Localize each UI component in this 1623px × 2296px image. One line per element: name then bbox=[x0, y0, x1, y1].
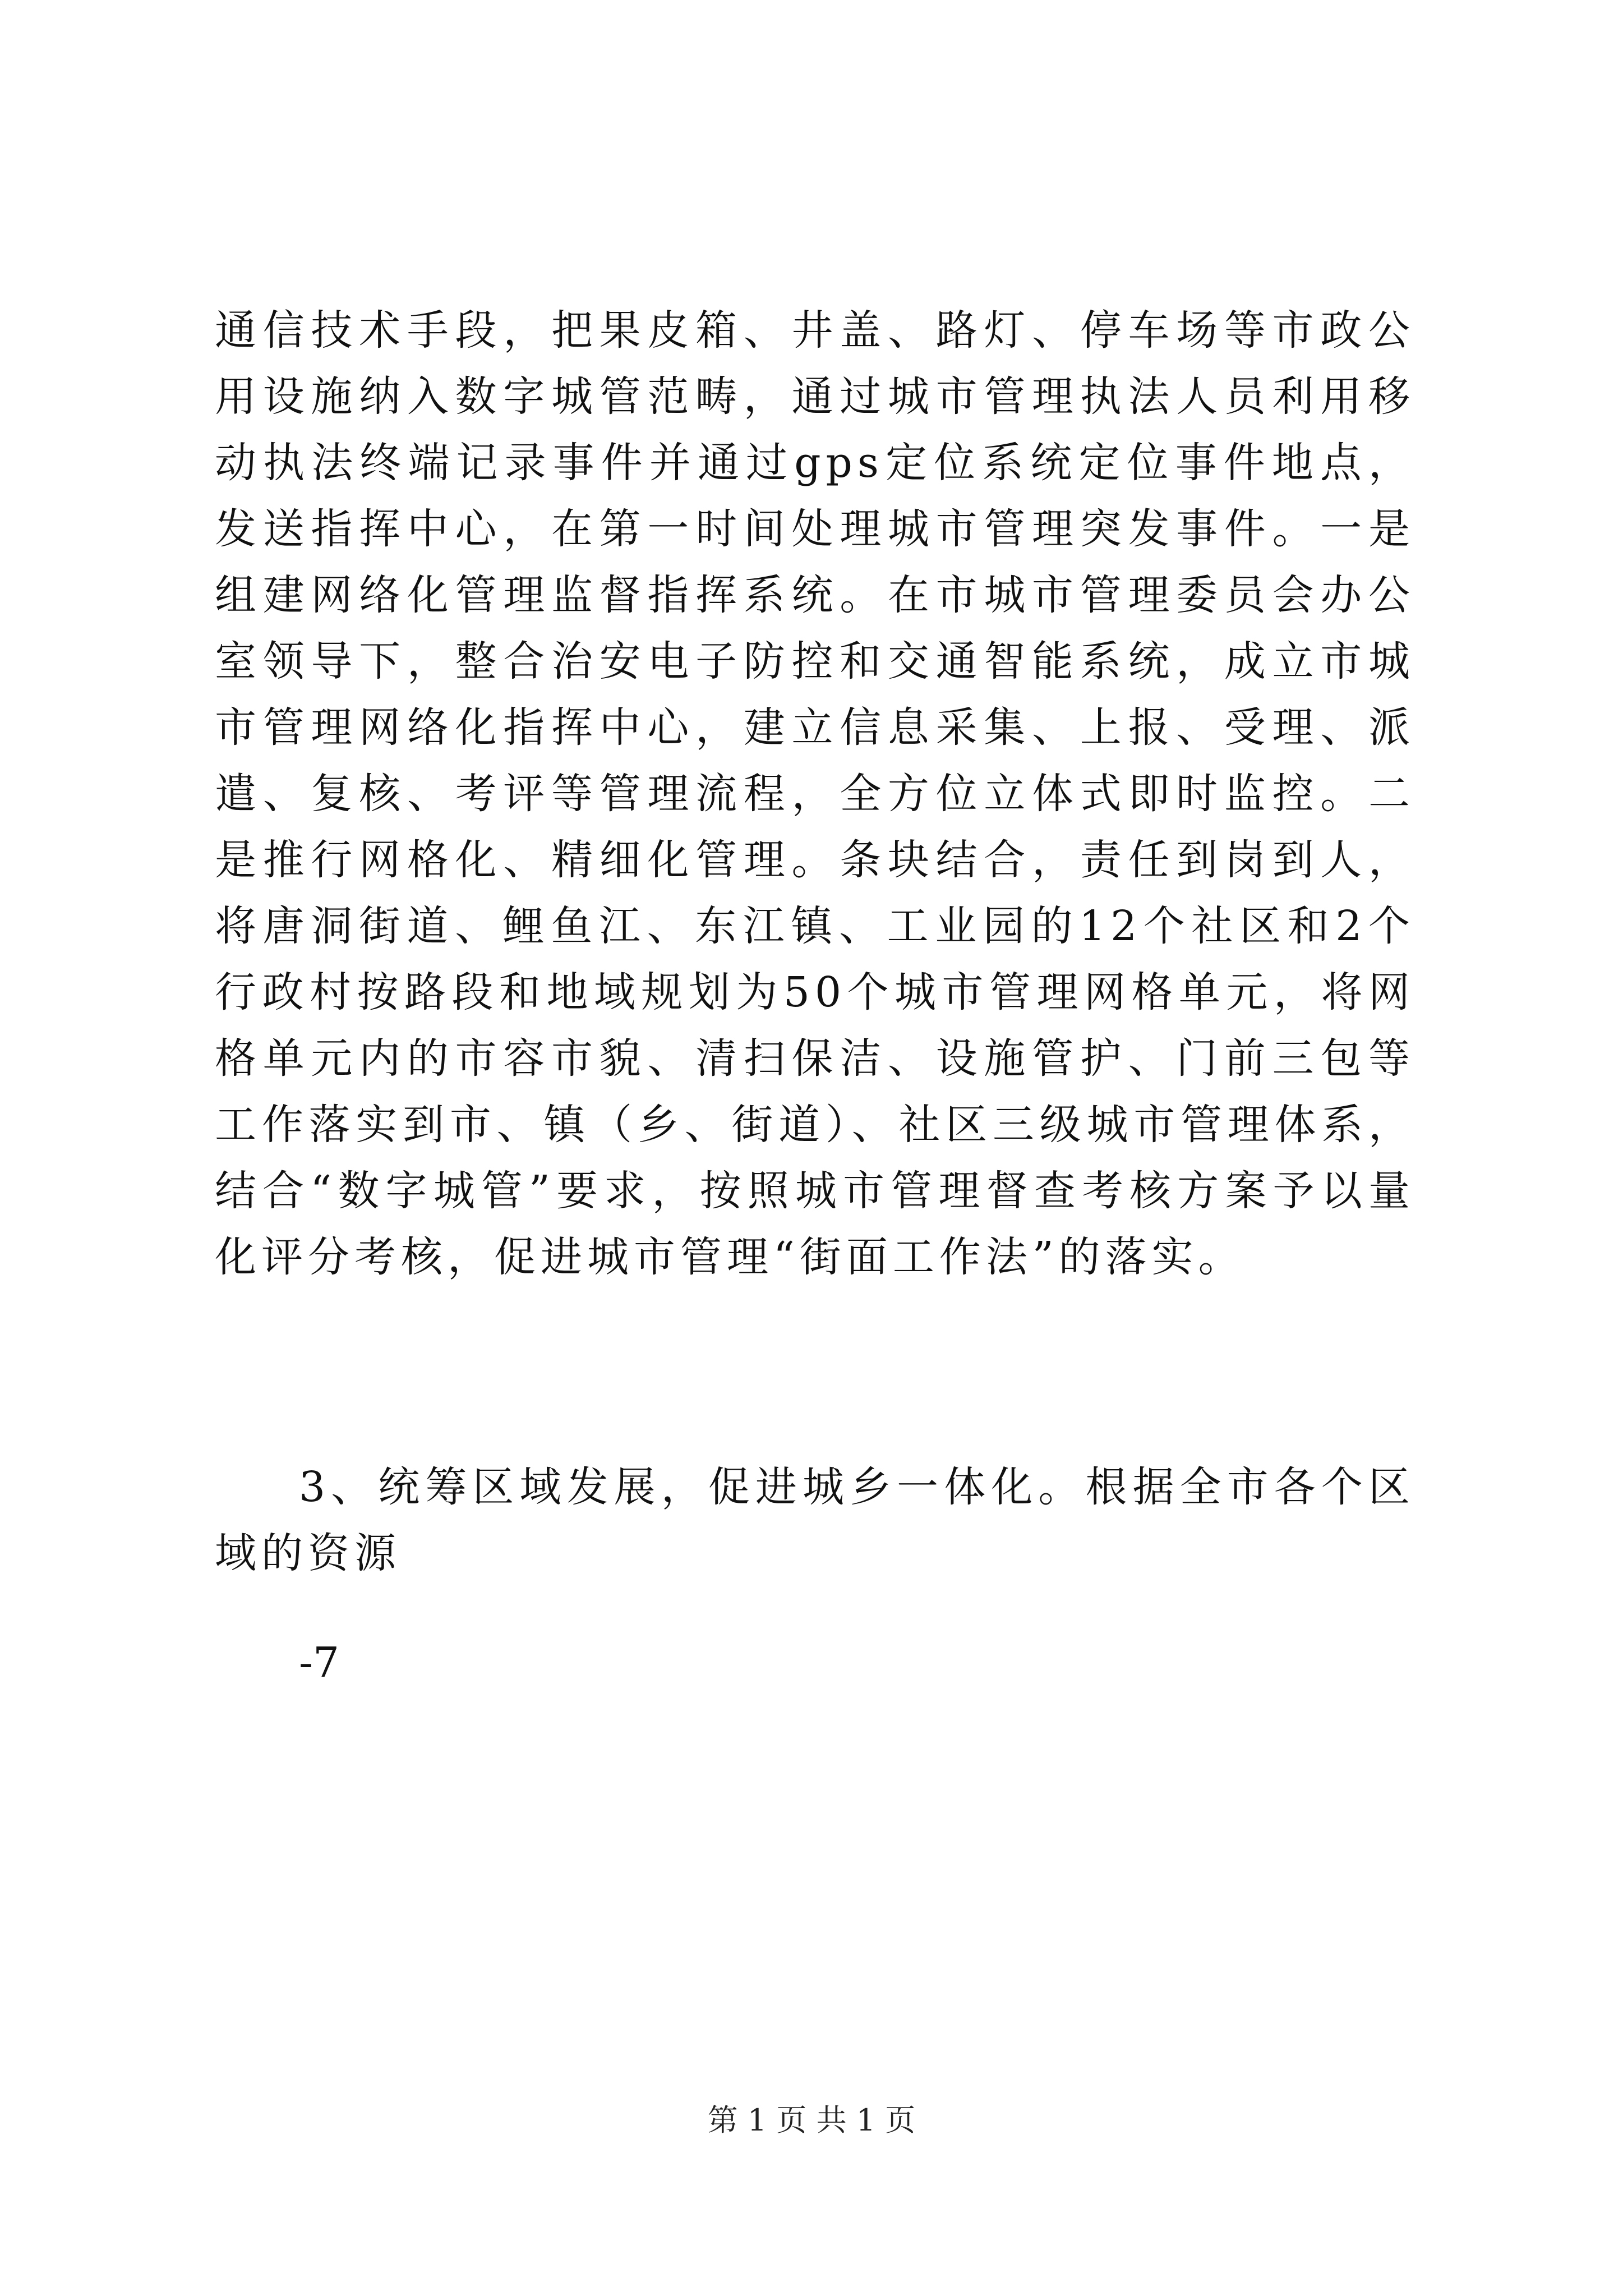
body-paragraph-1: 通信技术手段，把果皮箱、井盖、路灯、停车场等市政公用设施纳入数字城管范畴，通过城市管理执法人员利用移动执法终端记录事件并通过gps定位系统定位事件地点，发送指挥中心，在第一时间处理城市管理突发事件。一是组建网络化管理监督指挥系统。在市城市管理委员会办公室领导下，整合治安电子防控和交通智能系统，成立市城市管理网络化指挥中心，建立信息采集、上报、受理、派遣、复核、考评等管理流程，全方位立体式即时监控。二是推行网格化、精细化管理。条块结合，责任到岗到人，将唐洞街道、鲤鱼江、东江镇、工业园的12个社区和2个行政村按路段和地域规划为50个城市管理网格单元，将网格单元内的市容市貌、清扫保洁、设施管护、门前三包等工作落实到市、镇（乡、街道）、社区三级城市管理体系，结合“数字城管”要求，按照城市管理督查考核方案予以量化评分考核，促进城市管理“街面工作法”的落实。 bbox=[215, 306, 1415, 1281]
body-paragraph-2: 3、统筹区域发展，促进城乡一体化。根据全市各个区域的资源 bbox=[215, 1463, 1415, 1577]
page-marker: -7 bbox=[299, 1639, 340, 1687]
page-footer: 第 1 页 共 1 页 bbox=[707, 2102, 916, 2138]
